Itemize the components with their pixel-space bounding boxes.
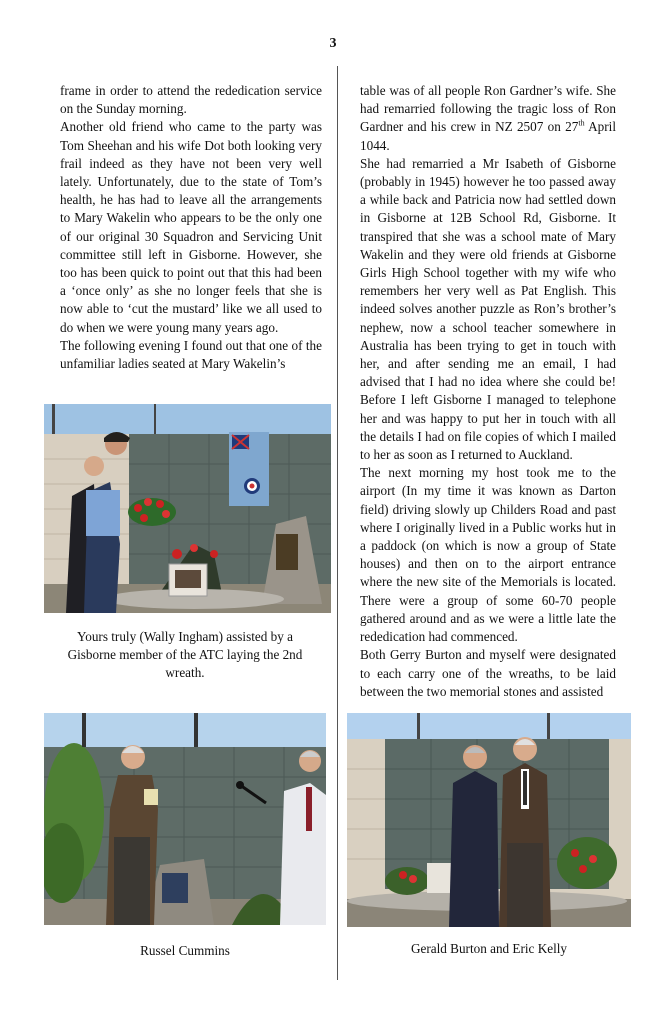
paragraph: Both Gerry Burton and myself were designated to each carry one of the wreaths, to be laid between the two memorial stones and assisted — [360, 647, 616, 699]
photo-burton-kelly — [347, 713, 631, 927]
paragraph: She had remarried a Mr Isabeth of Gisborne (probably in 1945) however he too passed away a while back and Patricia now had settled down in Gisborne at 12B School Rd, Gisborne. It transpired that she was a school mate of Mary Wakelin and they were old friends at Gisborne Girls High School together with my wife who remembers her very well as Pat English. This indeed solves another puzzle as Ron’s brother’s nephew, now a school teacher somewhere in Australia has been trying to get in touch with her, and after sending me an email, I had advised that I had no idea where she could be! Before I left Gisborne I managed to telephone her and was happy to put her in touch with all the details I had on file copies of which I mailed to her as soon as I returned to Auckland. — [360, 155, 616, 463]
paragraph — [360, 82, 616, 155]
photo-wreath-laying-image — [44, 404, 331, 613]
caption-photo-1: Yours truly (Wally Ingham) assisted by a Gisborne member of the ATC laying the 2nd wreath. — [67, 629, 303, 680]
caption-photo-2: Russel Cummins — [140, 943, 230, 958]
text-run: April 1044. — [360, 119, 616, 153]
text-run: table was of all people Ron Gardner’s wife. She had remarried following the tragic loss of Ron Gardner and his crew in NZ 2507 on 27 — [360, 83, 616, 135]
photo-russel-cummins — [44, 713, 326, 925]
paragraph: Another old friend who came to the party was Tom Sheehan and his wife Dot both looking very frail indeed as they have not been very well lately. Unfortunately, due to the state of Tom’s health, he has had to leave all the arrangements to Mary Wakelin who appears to be the only one of our original 30 Squadron and Servicing Unit committee still left in Gisborne. However, she too has been quick to point out that this had been a ‘once only’ as she no longer feels that she is now able to ‘cut the mustard’ like we all used to do when we were young many years ago. — [60, 119, 322, 335]
superscript: th — [578, 119, 585, 129]
page-number: 3 — [329, 36, 337, 51]
paragraph: frame in order to attend the rededication service on the Sunday morning. — [60, 83, 322, 117]
right-column-text — [360, 82, 616, 701]
photo-wreath-laying — [44, 404, 331, 613]
paragraph: The next morning my host took me to the airport (In my time it was known as Darton field) driving slowly up Childers Road and past where I originally lived in a Public works hut in a paddock (on which is now a group of State houses) and then on to the airport entrance where the new site of the Memorials is located. There were a group of some 60-70 people gathered around and as we were a little late the rededication had commenced. — [360, 465, 616, 645]
caption-photo-3: Gerald Burton and Eric Kelly — [410, 941, 567, 956]
photo-russel-cummins-image — [44, 713, 326, 925]
left-column-text — [60, 82, 322, 373]
column-divider — [337, 66, 338, 980]
photo-burton-kelly-image — [347, 713, 631, 927]
paragraph: The following evening I found out that one of the unfamiliar ladies seated at Mary Wakelin’s — [60, 337, 322, 372]
